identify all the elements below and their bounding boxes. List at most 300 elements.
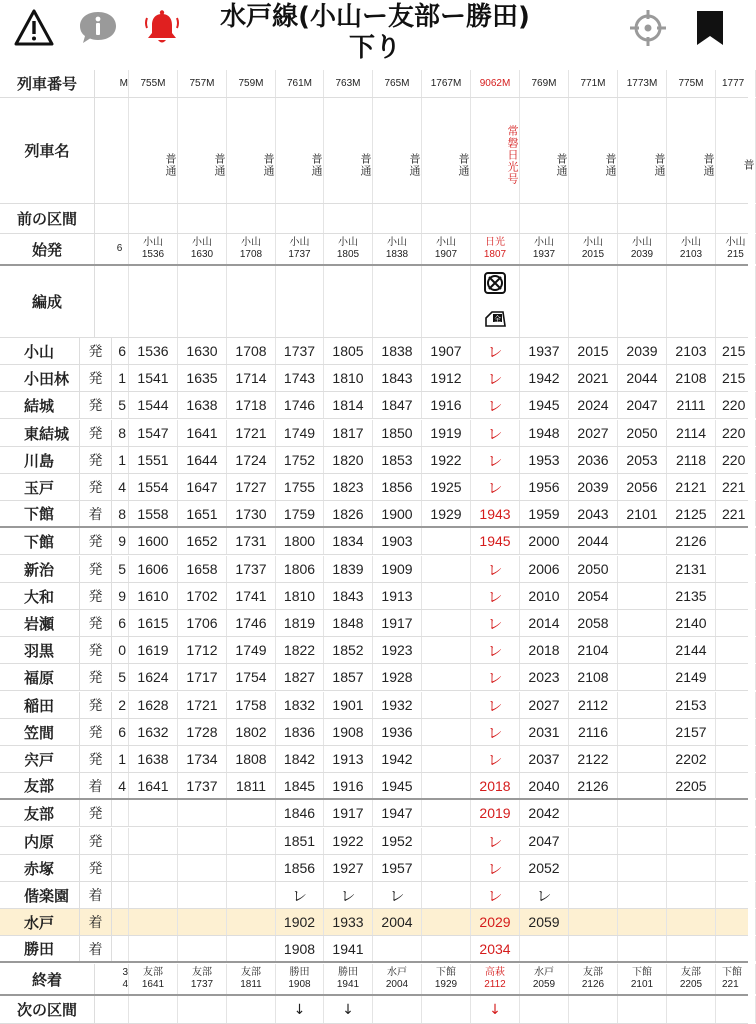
time-cell[interactable]: 1727 [227, 474, 276, 500]
time-cell[interactable]: 2116 [569, 719, 618, 745]
time-cell[interactable]: 220 [716, 420, 756, 446]
time-cell[interactable] [422, 746, 471, 772]
time-cell[interactable]: レ [471, 338, 520, 364]
time-cell[interactable]: 1959 [520, 501, 569, 526]
time-cell[interactable]: 1942 [520, 365, 569, 391]
time-cell[interactable]: 215 [716, 365, 756, 391]
time-cell[interactable] [227, 855, 276, 881]
time-cell[interactable]: 2104 [569, 637, 618, 663]
time-cell[interactable]: 1755 [276, 474, 324, 500]
time-cell[interactable]: 1721 [227, 420, 276, 446]
time-cell[interactable]: 1638 [129, 746, 178, 772]
formation-cell[interactable] [422, 266, 471, 337]
next-section-cell[interactable] [569, 996, 618, 1023]
time-cell[interactable]: 4 [111, 474, 129, 500]
train-number-cell[interactable]: 755M [129, 70, 178, 97]
time-cell[interactable]: 2058 [569, 610, 618, 636]
time-cell[interactable]: 1847 [373, 392, 422, 418]
time-cell[interactable] [618, 746, 667, 772]
time-cell[interactable]: 1927 [324, 855, 373, 881]
time-cell[interactable] [716, 692, 756, 718]
time-cell[interactable]: 1945 [520, 392, 569, 418]
origin-cell[interactable] [471, 234, 520, 264]
formation-cell[interactable] [520, 266, 569, 337]
time-cell[interactable]: レ [471, 719, 520, 745]
time-cell[interactable]: 2121 [667, 474, 716, 500]
terminal-cell[interactable] [129, 964, 178, 994]
time-cell[interactable]: 1826 [324, 501, 373, 526]
time-cell[interactable] [227, 828, 276, 854]
time-cell[interactable]: 1600 [129, 528, 178, 554]
time-cell[interactable]: 1933 [324, 909, 373, 935]
time-cell[interactable]: 2047 [520, 828, 569, 854]
train-name-cell[interactable]: 普通 [618, 98, 667, 203]
time-cell[interactable]: レ [471, 474, 520, 500]
time-cell[interactable] [716, 828, 756, 854]
formation-cell[interactable] [178, 266, 227, 337]
next-section-cell[interactable]: ↓ [276, 996, 324, 1023]
time-cell[interactable] [569, 909, 618, 935]
time-cell[interactable] [422, 828, 471, 854]
time-cell[interactable]: 1606 [129, 556, 178, 582]
formation-cell[interactable] [373, 266, 422, 337]
time-cell[interactable]: レ [471, 610, 520, 636]
time-cell[interactable] [569, 855, 618, 881]
time-cell[interactable]: 2153 [667, 692, 716, 718]
time-cell[interactable]: 1822 [276, 637, 324, 663]
time-cell[interactable]: 1630 [178, 338, 227, 364]
terminal-cell[interactable] [276, 964, 324, 994]
time-cell[interactable]: レ [471, 692, 520, 718]
time-cell[interactable]: 1850 [373, 420, 422, 446]
origin-cell[interactable] [569, 234, 618, 264]
previous-section-cell[interactable] [618, 204, 667, 233]
time-cell[interactable]: レ [471, 392, 520, 418]
time-cell[interactable]: 1856 [373, 474, 422, 500]
time-cell[interactable]: 1908 [276, 936, 324, 961]
time-cell[interactable] [716, 664, 756, 690]
time-cell[interactable]: 2114 [667, 420, 716, 446]
time-cell[interactable]: 2 [111, 692, 129, 718]
time-cell[interactable]: 1749 [276, 420, 324, 446]
time-cell[interactable] [618, 800, 667, 826]
time-cell[interactable]: 1917 [373, 610, 422, 636]
formation-cell[interactable] [276, 266, 324, 337]
train-name-cell[interactable]: 普通 [520, 98, 569, 203]
bookmark-icon[interactable] [690, 8, 730, 48]
time-cell[interactable]: 1823 [324, 474, 373, 500]
time-cell[interactable]: 8 [111, 420, 129, 446]
time-cell[interactable] [716, 936, 756, 961]
previous-section-cell[interactable] [422, 204, 471, 233]
time-cell[interactable]: 1810 [324, 365, 373, 391]
time-cell[interactable] [716, 719, 756, 745]
time-cell[interactable]: 1936 [373, 719, 422, 745]
time-cell[interactable]: 1754 [227, 664, 276, 690]
time-cell[interactable]: 2029 [471, 909, 520, 935]
time-cell[interactable]: 1908 [324, 719, 373, 745]
time-cell[interactable]: 1644 [178, 447, 227, 473]
time-cell[interactable]: 1937 [520, 338, 569, 364]
time-cell[interactable]: 1947 [373, 800, 422, 826]
time-cell[interactable]: 1749 [227, 637, 276, 663]
formation-cell[interactable] [569, 266, 618, 337]
time-cell[interactable]: 1900 [373, 501, 422, 526]
time-cell[interactable]: 2042 [520, 800, 569, 826]
time-cell[interactable]: 1658 [178, 556, 227, 582]
next-section-cell[interactable] [111, 996, 129, 1023]
time-cell[interactable] [227, 936, 276, 961]
time-cell[interactable]: 2144 [667, 637, 716, 663]
train-name-cell[interactable] [111, 98, 129, 203]
time-cell[interactable]: 9 [111, 528, 129, 554]
time-cell[interactable] [716, 855, 756, 881]
time-cell[interactable] [716, 746, 756, 772]
terminal-cell[interactable] [569, 964, 618, 994]
time-cell[interactable]: 1932 [373, 692, 422, 718]
bell-icon[interactable] [142, 8, 182, 48]
time-cell[interactable]: 2010 [520, 583, 569, 609]
train-number-cell[interactable]: 1767M [422, 70, 471, 97]
time-cell[interactable] [716, 528, 756, 554]
time-cell[interactable]: 2135 [667, 583, 716, 609]
terminal-cell[interactable] [520, 964, 569, 994]
time-cell[interactable]: 2044 [569, 528, 618, 554]
time-cell[interactable] [227, 909, 276, 935]
time-cell[interactable]: レ [471, 420, 520, 446]
time-cell[interactable]: 1945 [471, 528, 520, 554]
time-cell[interactable] [227, 800, 276, 826]
time-cell[interactable]: 1752 [276, 447, 324, 473]
train-number-cell[interactable]: 769M [520, 70, 569, 97]
time-cell[interactable]: 2112 [569, 692, 618, 718]
next-section-cell[interactable] [373, 996, 422, 1023]
time-cell[interactable]: 1834 [324, 528, 373, 554]
previous-section-cell[interactable] [276, 204, 324, 233]
time-cell[interactable]: 1832 [276, 692, 324, 718]
next-section-cell[interactable] [618, 996, 667, 1023]
time-cell[interactable]: 1551 [129, 447, 178, 473]
time-cell[interactable]: 1928 [373, 664, 422, 690]
time-cell[interactable] [129, 855, 178, 881]
formation-cell[interactable] [471, 266, 520, 337]
time-cell[interactable]: 1624 [129, 664, 178, 690]
origin-cell[interactable] [667, 234, 716, 264]
train-name-cell[interactable]: 普通 [324, 98, 373, 203]
time-cell[interactable]: 2027 [520, 692, 569, 718]
time-cell[interactable]: 1734 [178, 746, 227, 772]
next-section-cell[interactable] [667, 996, 716, 1023]
time-cell[interactable]: 2052 [520, 855, 569, 881]
time-cell[interactable]: 1721 [178, 692, 227, 718]
origin-cell[interactable] [716, 234, 756, 264]
time-cell[interactable] [520, 936, 569, 961]
next-section-cell[interactable] [716, 996, 756, 1023]
time-cell[interactable]: 2019 [471, 800, 520, 826]
time-cell[interactable]: 2108 [667, 365, 716, 391]
train-number-cell[interactable]: 1773M [618, 70, 667, 97]
time-cell[interactable] [129, 828, 178, 854]
time-cell[interactable]: 1945 [373, 773, 422, 798]
time-cell[interactable]: 1730 [227, 501, 276, 526]
time-cell[interactable]: 2031 [520, 719, 569, 745]
time-cell[interactable]: 2205 [667, 773, 716, 798]
origin-cell[interactable] [129, 234, 178, 264]
time-cell[interactable] [178, 855, 227, 881]
next-section-cell[interactable]: ↓ [471, 996, 520, 1023]
train-number-cell[interactable]: 765M [373, 70, 422, 97]
time-cell[interactable]: 1925 [422, 474, 471, 500]
time-cell[interactable]: 6 [111, 719, 129, 745]
time-cell[interactable]: 1838 [373, 338, 422, 364]
time-cell[interactable] [569, 936, 618, 961]
previous-section-cell[interactable] [471, 204, 520, 233]
time-cell[interactable]: レ [471, 637, 520, 663]
time-cell[interactable]: 1746 [227, 610, 276, 636]
time-cell[interactable]: 1737 [227, 556, 276, 582]
time-cell[interactable] [618, 556, 667, 582]
time-cell[interactable]: 1923 [373, 637, 422, 663]
time-cell[interactable]: 1702 [178, 583, 227, 609]
time-cell[interactable]: 1912 [422, 365, 471, 391]
time-cell[interactable]: 1737 [276, 338, 324, 364]
time-cell[interactable] [716, 909, 756, 935]
next-section-cell[interactable] [227, 996, 276, 1023]
time-cell[interactable] [618, 855, 667, 881]
previous-section-cell[interactable] [667, 204, 716, 233]
time-cell[interactable]: 1 [111, 365, 129, 391]
train-number-cell[interactable]: M [111, 70, 129, 97]
time-cell[interactable] [618, 719, 667, 745]
time-cell[interactable]: 1836 [276, 719, 324, 745]
time-cell[interactable] [569, 800, 618, 826]
time-cell[interactable]: 2053 [618, 447, 667, 473]
time-cell[interactable] [111, 800, 129, 826]
time-cell[interactable]: 1737 [178, 773, 227, 798]
time-cell[interactable] [422, 528, 471, 554]
time-cell[interactable]: 1800 [276, 528, 324, 554]
previous-section-cell[interactable] [111, 204, 129, 233]
origin-cell[interactable] [227, 234, 276, 264]
time-cell[interactable]: 1558 [129, 501, 178, 526]
time-cell[interactable] [178, 936, 227, 961]
time-cell[interactable] [422, 556, 471, 582]
previous-section-cell[interactable] [227, 204, 276, 233]
train-name-cell[interactable]: 普通 [422, 98, 471, 203]
time-cell[interactable] [716, 800, 756, 826]
previous-section-cell[interactable] [373, 204, 422, 233]
train-name-cell[interactable]: 普通 [227, 98, 276, 203]
time-cell[interactable]: 2006 [520, 556, 569, 582]
time-cell[interactable]: 1635 [178, 365, 227, 391]
time-cell[interactable]: 1651 [178, 501, 227, 526]
previous-section-cell[interactable] [129, 204, 178, 233]
time-cell[interactable]: 1731 [227, 528, 276, 554]
time-cell[interactable] [422, 719, 471, 745]
time-cell[interactable] [618, 909, 667, 935]
time-cell[interactable] [373, 936, 422, 961]
time-cell[interactable]: 2024 [569, 392, 618, 418]
time-cell[interactable]: 1820 [324, 447, 373, 473]
time-cell[interactable] [618, 610, 667, 636]
time-cell[interactable]: レ [471, 556, 520, 582]
time-cell[interactable]: 1706 [178, 610, 227, 636]
time-cell[interactable]: 1 [111, 746, 129, 772]
time-cell[interactable] [129, 882, 178, 908]
info-icon[interactable] [78, 8, 118, 48]
time-cell[interactable]: 1718 [227, 392, 276, 418]
time-cell[interactable]: 1541 [129, 365, 178, 391]
time-cell[interactable]: レ [471, 828, 520, 854]
time-cell[interactable]: 2039 [618, 338, 667, 364]
time-cell[interactable]: 1853 [373, 447, 422, 473]
time-cell[interactable]: 2126 [569, 773, 618, 798]
time-cell[interactable] [111, 828, 129, 854]
time-cell[interactable]: レ [471, 882, 520, 908]
time-cell[interactable]: 1913 [324, 746, 373, 772]
time-cell[interactable] [422, 773, 471, 798]
previous-section-cell[interactable] [569, 204, 618, 233]
time-cell[interactable] [716, 882, 756, 908]
time-cell[interactable]: 2004 [373, 909, 422, 935]
time-cell[interactable]: 5 [111, 392, 129, 418]
time-cell[interactable]: 2202 [667, 746, 716, 772]
time-cell[interactable]: 1628 [129, 692, 178, 718]
terminal-cell[interactable] [111, 964, 129, 994]
origin-cell[interactable] [324, 234, 373, 264]
time-cell[interactable] [716, 610, 756, 636]
terminal-cell[interactable] [471, 964, 520, 994]
formation-cell[interactable] [716, 266, 756, 337]
terminal-cell[interactable] [373, 964, 422, 994]
previous-section-cell[interactable] [324, 204, 373, 233]
time-cell[interactable]: 1922 [422, 447, 471, 473]
time-cell[interactable] [422, 664, 471, 690]
time-cell[interactable]: 220 [716, 392, 756, 418]
train-number-cell[interactable]: 775M [667, 70, 716, 97]
time-cell[interactable]: 1845 [276, 773, 324, 798]
time-cell[interactable] [111, 855, 129, 881]
time-cell[interactable]: 2059 [520, 909, 569, 935]
time-cell[interactable]: 1814 [324, 392, 373, 418]
time-cell[interactable]: 1903 [373, 528, 422, 554]
time-cell[interactable]: 1817 [324, 420, 373, 446]
time-cell[interactable]: 2018 [520, 637, 569, 663]
time-cell[interactable]: 1902 [276, 909, 324, 935]
time-cell[interactable]: 1615 [129, 610, 178, 636]
time-cell[interactable]: 0 [111, 637, 129, 663]
time-cell[interactable] [422, 936, 471, 961]
time-cell[interactable] [618, 773, 667, 798]
time-cell[interactable]: 1805 [324, 338, 373, 364]
time-cell[interactable]: レ [471, 746, 520, 772]
formation-cell[interactable] [324, 266, 373, 337]
time-cell[interactable]: 1907 [422, 338, 471, 364]
time-cell[interactable]: 1610 [129, 583, 178, 609]
time-cell[interactable]: 1712 [178, 637, 227, 663]
time-cell[interactable]: 2108 [569, 664, 618, 690]
time-cell[interactable]: 1857 [324, 664, 373, 690]
time-cell[interactable]: 2014 [520, 610, 569, 636]
time-cell[interactable]: レ [471, 664, 520, 690]
time-cell[interactable] [422, 637, 471, 663]
time-cell[interactable]: 6 [111, 610, 129, 636]
time-cell[interactable]: 1544 [129, 392, 178, 418]
time-cell[interactable]: 9 [111, 583, 129, 609]
time-cell[interactable] [422, 855, 471, 881]
time-cell[interactable] [618, 664, 667, 690]
time-cell[interactable]: レ [471, 583, 520, 609]
time-cell[interactable]: レ [324, 882, 373, 908]
time-cell[interactable]: 1806 [276, 556, 324, 582]
time-cell[interactable]: 6 [111, 338, 129, 364]
time-cell[interactable]: 1652 [178, 528, 227, 554]
time-cell[interactable]: 1848 [324, 610, 373, 636]
time-cell[interactable]: 1843 [373, 365, 422, 391]
time-cell[interactable]: 1632 [129, 719, 178, 745]
time-cell[interactable]: 1638 [178, 392, 227, 418]
time-cell[interactable]: 4 [111, 773, 129, 798]
time-cell[interactable] [618, 828, 667, 854]
time-cell[interactable]: 2140 [667, 610, 716, 636]
train-name-cell[interactable]: 常磐日光号 [471, 98, 520, 203]
origin-cell[interactable] [520, 234, 569, 264]
time-cell[interactable]: レ [471, 447, 520, 473]
time-cell[interactable]: 1913 [373, 583, 422, 609]
time-cell[interactable]: 2054 [569, 583, 618, 609]
time-cell[interactable]: 1641 [129, 773, 178, 798]
time-cell[interactable]: 1746 [276, 392, 324, 418]
time-cell[interactable] [422, 583, 471, 609]
time-cell[interactable]: 1948 [520, 420, 569, 446]
time-cell[interactable]: 1922 [324, 828, 373, 854]
time-cell[interactable]: 221 [716, 501, 756, 526]
next-section-cell[interactable] [422, 996, 471, 1023]
time-cell[interactable]: 2131 [667, 556, 716, 582]
time-cell[interactable]: 2050 [618, 420, 667, 446]
time-cell[interactable] [569, 882, 618, 908]
time-cell[interactable]: 1843 [324, 583, 373, 609]
time-cell[interactable] [129, 909, 178, 935]
time-cell[interactable]: 1802 [227, 719, 276, 745]
time-cell[interactable] [618, 583, 667, 609]
origin-cell[interactable] [422, 234, 471, 264]
time-cell[interactable]: 2050 [569, 556, 618, 582]
time-cell[interactable] [618, 692, 667, 718]
time-cell[interactable]: 1917 [324, 800, 373, 826]
origin-cell[interactable] [111, 234, 129, 264]
time-cell[interactable] [667, 800, 716, 826]
time-cell[interactable]: 1852 [324, 637, 373, 663]
previous-section-cell[interactable] [716, 204, 756, 233]
time-cell[interactable]: 1901 [324, 692, 373, 718]
locate-icon[interactable] [628, 8, 668, 48]
time-cell[interactable]: 1941 [324, 936, 373, 961]
time-cell[interactable]: 2021 [569, 365, 618, 391]
time-cell[interactable]: 1909 [373, 556, 422, 582]
previous-section-cell[interactable] [520, 204, 569, 233]
train-number-cell[interactable]: 761M [276, 70, 324, 97]
formation-cell[interactable] [129, 266, 178, 337]
time-cell[interactable] [716, 773, 756, 798]
time-cell[interactable]: 5 [111, 664, 129, 690]
terminal-cell[interactable] [324, 964, 373, 994]
time-cell[interactable] [716, 556, 756, 582]
time-cell[interactable]: 2027 [569, 420, 618, 446]
time-cell[interactable]: 1819 [276, 610, 324, 636]
time-cell[interactable] [422, 610, 471, 636]
time-cell[interactable]: 1619 [129, 637, 178, 663]
